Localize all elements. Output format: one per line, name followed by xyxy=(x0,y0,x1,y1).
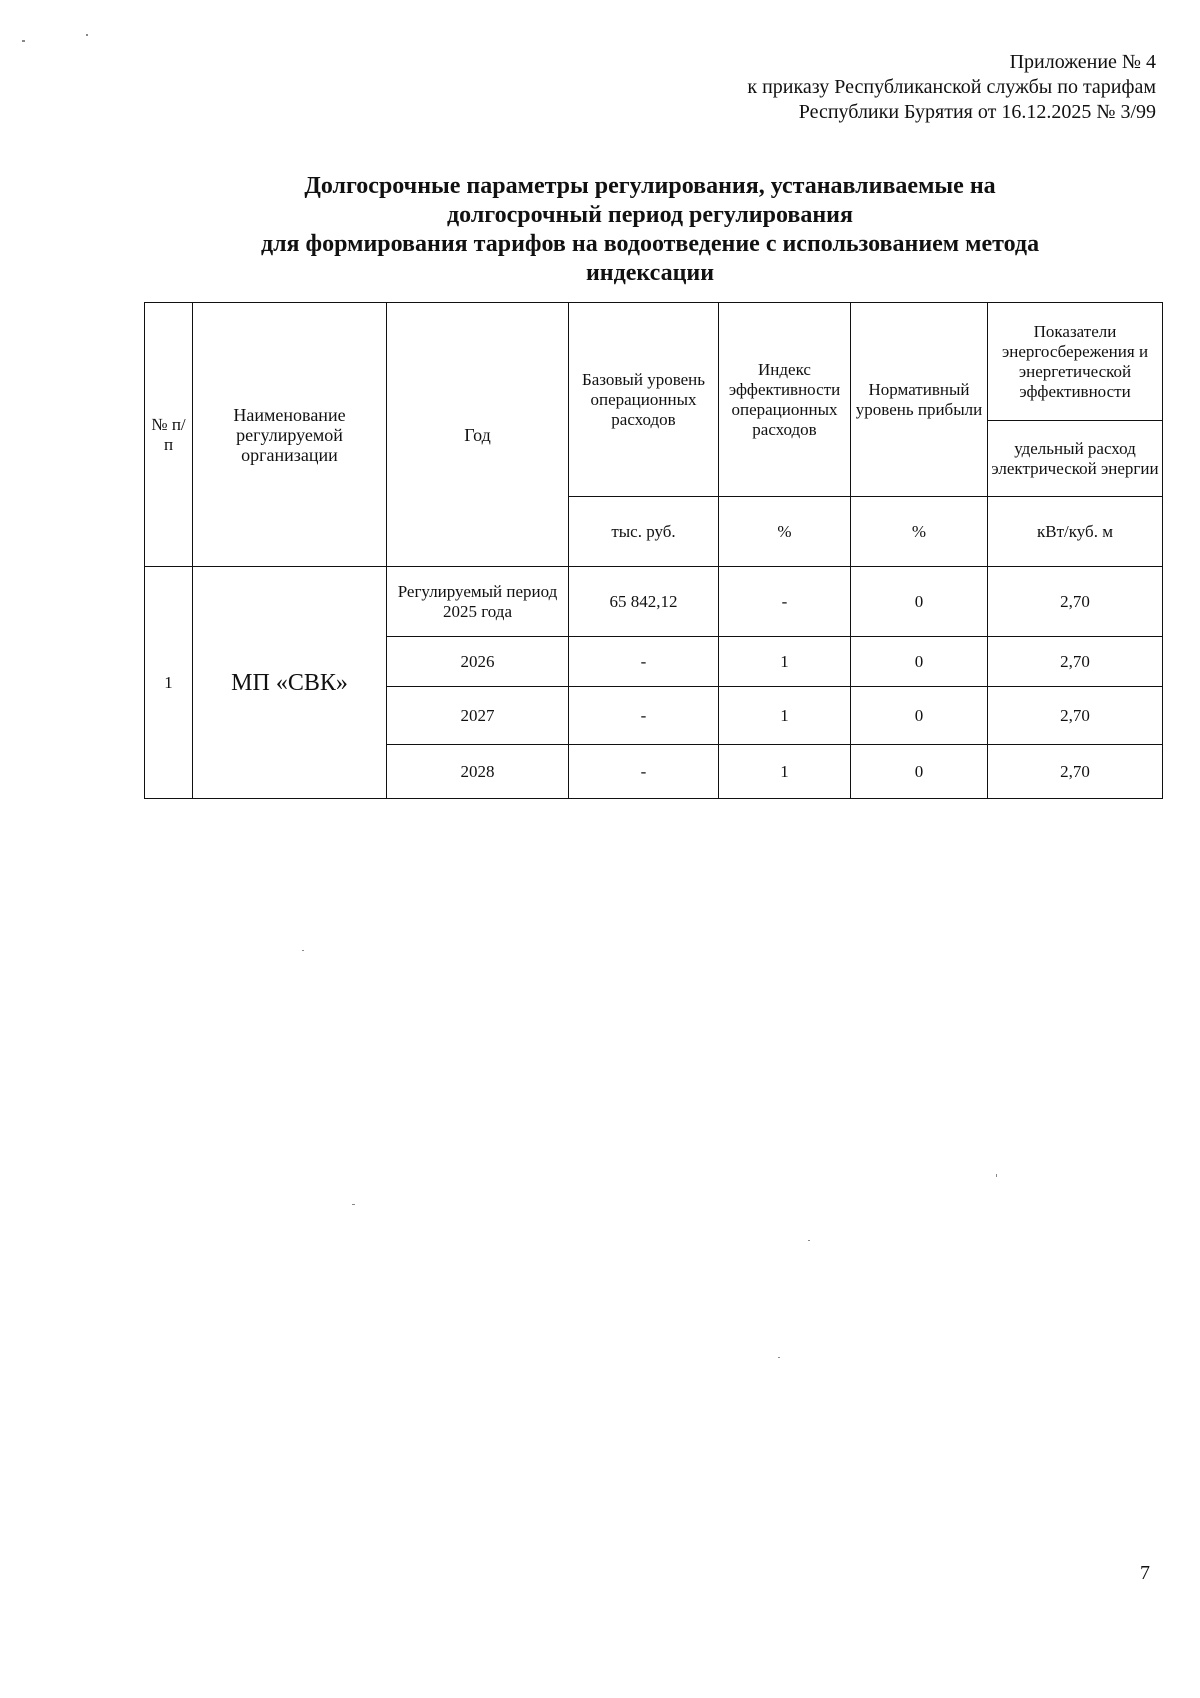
row-energy: 2,70 xyxy=(988,687,1163,745)
appendix-note xyxy=(456,50,1156,125)
row-efficiency-index: 1 xyxy=(719,745,851,799)
title-line: Долгосрочные параметры регулирования, устанавливаемые на xyxy=(304,173,996,199)
unit-base-costs: тыс. руб. xyxy=(569,497,719,567)
scan-speck xyxy=(352,1204,355,1205)
header-year: Год xyxy=(387,303,569,567)
row-year: 2028 xyxy=(387,745,569,799)
row-base-costs: - xyxy=(569,745,719,799)
row-profit-level: 0 xyxy=(851,637,988,687)
row-efficiency-index: - xyxy=(719,567,851,637)
scan-speck xyxy=(808,1240,810,1241)
row-energy: 2,70 xyxy=(988,567,1163,637)
row-energy: 2,70 xyxy=(988,637,1163,687)
scan-speck xyxy=(778,1357,780,1358)
org-number: 1 xyxy=(145,567,193,799)
row-base-costs: 65 842,12 xyxy=(569,567,719,637)
row-energy: 2,70 xyxy=(988,745,1163,799)
header-row xyxy=(145,303,1163,421)
scan-speck xyxy=(86,34,88,36)
page-number: 7 xyxy=(1140,1562,1150,1584)
table-row xyxy=(145,567,1163,637)
appendix-line: к приказу Республиканской службы по тарифам xyxy=(747,76,1156,98)
row-efficiency-index: 1 xyxy=(719,637,851,687)
appendix-line: Республики Бурятия от 16.12.2025 № 3/99 xyxy=(798,101,1156,123)
title-line: долгосрочный период регулирования xyxy=(447,202,853,228)
row-profit-level: 0 xyxy=(851,567,988,637)
header-profit-level: Нормативный уровень прибыли xyxy=(851,303,988,497)
row-profit-level: 0 xyxy=(851,745,988,799)
row-efficiency-index: 1 xyxy=(719,687,851,745)
scan-speck xyxy=(996,1174,997,1177)
title-line: для формирования тарифов на водоотведение с использованием метода xyxy=(260,231,1040,257)
unit-profit-level: % xyxy=(851,497,988,567)
header-energy-group: Показатели энергосбережения и энергетической эффективности xyxy=(988,303,1163,421)
header-base-costs: Базовый уровень операционных расходов xyxy=(569,303,719,497)
appendix-line: Приложение № 4 xyxy=(1009,51,1156,73)
header-organization: Наименование регулируемой организации xyxy=(193,303,387,567)
header-efficiency-index: Индекс эффективности операционных расходов xyxy=(719,303,851,497)
unit-efficiency-index: % xyxy=(719,497,851,567)
row-year: 2026 xyxy=(387,637,569,687)
row-profit-level: 0 xyxy=(851,687,988,745)
row-year: Регулируемый период 2025 года xyxy=(387,567,569,637)
scan-speck xyxy=(22,40,25,42)
row-year: 2027 xyxy=(387,687,569,745)
header-number: № п/п xyxy=(145,303,193,567)
row-base-costs: - xyxy=(569,687,719,745)
unit-energy: кВт/куб. м xyxy=(988,497,1163,567)
title-line: индексации xyxy=(585,260,715,286)
header-energy-consumption: удельный расход электрической энергии xyxy=(988,421,1163,497)
scan-speck xyxy=(302,950,304,951)
parameters-table xyxy=(144,302,1163,799)
document-title xyxy=(150,172,1150,288)
row-base-costs: - xyxy=(569,637,719,687)
org-name: МП «СВК» xyxy=(193,567,387,799)
